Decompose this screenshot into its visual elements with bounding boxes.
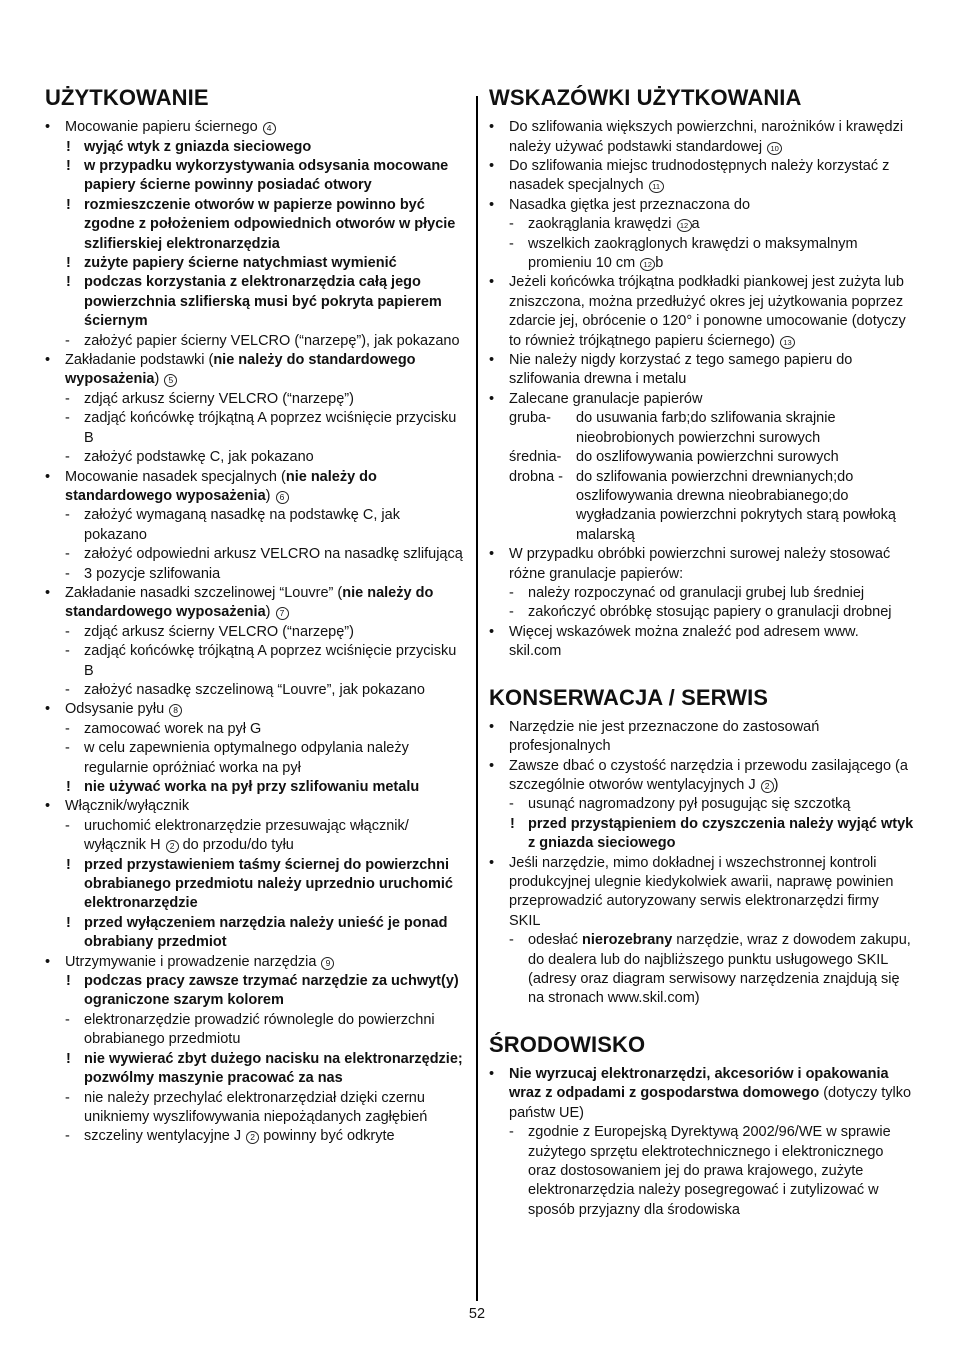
bullet-item bbox=[489, 718, 914, 757]
left-column bbox=[45, 86, 465, 1147]
bullet-item bbox=[45, 468, 465, 507]
bullet-item bbox=[489, 545, 914, 584]
section-wskazowki bbox=[489, 86, 914, 662]
item-text: założyć nasadkę szczelinową “Louvre”, jak pokazano bbox=[84, 681, 425, 698]
figure-reference-number: 4 bbox=[263, 122, 276, 135]
item-text: Do szlifowania miejsc trudnodostępnych należy korzystać z nasadek specjalnych bbox=[509, 158, 890, 194]
item-text: ) bbox=[265, 604, 275, 621]
item-text: do przodu/do tyłu bbox=[178, 837, 294, 854]
item-text: wyjąć wtyk z gniazda sieciowego bbox=[84, 138, 312, 155]
item-text: nie używać worka na pył przy szlifowaniu metalu bbox=[84, 779, 420, 795]
item-text: b bbox=[655, 255, 664, 272]
dash-item bbox=[489, 931, 914, 1009]
warning-item bbox=[45, 196, 465, 254]
warning-item bbox=[45, 1050, 465, 1089]
dash-item bbox=[45, 448, 465, 467]
item-text: Zalecane granulacje papierów bbox=[509, 390, 703, 407]
granulation-term: średnia- bbox=[509, 449, 562, 466]
dash-item bbox=[45, 623, 465, 642]
item-text: elektronarzędzie prowadzić równolegle do powierzchni obrabianego przedmiotu bbox=[84, 1011, 435, 1048]
granulation-description: do usuwania farb;do szlifowania skrajnie nieobrobionych powierzchni surowych bbox=[576, 410, 836, 446]
item-text: a bbox=[691, 216, 700, 233]
item-text: zgodnie z Europejską Dyrektywą 2002/96/WE w sprawie zużytego sprzętu elektrotechnicznego i elektronicznego oraz dostosowaniem jej do prawa krajowego, zużyte elektronarzędzia należy posegregować i zutylizować w sposób przyjazny dla środowiska bbox=[528, 1124, 891, 1218]
section-title-wskazowki: WSKAZÓWKI UŻYTKOWANIA bbox=[489, 85, 802, 110]
warning-item bbox=[45, 856, 465, 914]
section-title-srodowisko: ŚRODOWISKO bbox=[489, 1031, 646, 1057]
item-text: zadjąć końcówkę trójkątną A poprzez wciśnięcie przycisku B bbox=[84, 410, 457, 446]
item-text: Narzędzie nie jest przeznaczone do zastosowań profesjonalnych bbox=[509, 718, 820, 755]
page-number: 52 bbox=[468, 1306, 486, 1322]
bullet-item bbox=[489, 118, 914, 157]
warning-item bbox=[45, 778, 465, 797]
environment-list bbox=[489, 1065, 914, 1220]
warning-item bbox=[45, 138, 465, 157]
item-text: należy rozpoczynać od granulacji grubej lub średniej bbox=[528, 584, 865, 601]
item-text: Nie należy nigdy korzystać z tego samego papieru do szlifowania drewna i metalu bbox=[509, 352, 853, 388]
item-text: odesłać bbox=[528, 932, 583, 949]
dash-item bbox=[45, 565, 465, 584]
item-text: przed przystąpieniem do czyszczenia należy wyjąć wtyk z gniazda sieciowego bbox=[528, 815, 914, 852]
figure-reference-number: 12 bbox=[640, 258, 655, 271]
emphasis-text: Nie wyrzucaj elektronarzędzi, akcesoriów i opakowania wraz z odpadami z gospodarstwa domowego bbox=[509, 1066, 889, 1102]
item-text: założyć podstawkę C, jak pokazano bbox=[84, 449, 314, 466]
figure-reference-number: 2 bbox=[166, 840, 179, 853]
item-text: podczas korzystania z elektronarzędzia całą jego powierzchnia szlifierską musi być pokryta papierem ściernym bbox=[84, 274, 442, 330]
item-text: Zawsze dbać o czystość narzędzia i przewodu zasilającego (a szczególnie otworów wentylacyjnych J bbox=[509, 757, 908, 793]
dash-item bbox=[45, 1011, 465, 1050]
figure-reference-number: 9 bbox=[321, 957, 334, 970]
warning-item bbox=[489, 815, 914, 854]
granulation-description: do szlifowania powierzchni drewnianych;do oszlifowywania drewna nieobrabianego;do wygładzania powierzchni pokrytych starą powłoką malarską bbox=[576, 468, 896, 543]
figure-reference-number: 6 bbox=[276, 491, 289, 504]
figure-reference-number: 12 bbox=[677, 219, 692, 232]
item-text: Mocowanie nasadek specjalnych ( bbox=[65, 468, 286, 485]
bullet-item bbox=[45, 797, 465, 816]
section-srodowisko bbox=[489, 1033, 914, 1220]
item-text: zadjąć końcówkę trójkątną A poprzez wciśnięcie przycisku B bbox=[84, 643, 457, 679]
figure-reference-number: 8 bbox=[169, 704, 182, 717]
item-text: rozmieszczenie otworów w papierze powinno być zgodne z położeniem odpowiednich otworów w płycie szlifierskiej elektronarzędzia bbox=[84, 196, 456, 252]
item-text: w przypadku wykorzystywania odsysania mocowane papiery ścierne powinny posiadać otwory bbox=[84, 158, 449, 194]
dash-item bbox=[45, 817, 465, 856]
dash-item bbox=[45, 506, 465, 545]
item-text: uruchomić elektronarzędzie przesuwając włącznik/ wyłącznik H bbox=[84, 817, 409, 854]
item-text: założyć papier ścierny VELCRO (“narzepę”), jak pokazano bbox=[84, 332, 460, 349]
emphasis-text: nie należy do standardowego wyposażenia bbox=[65, 468, 377, 504]
dash-item bbox=[489, 584, 914, 603]
bullet-item bbox=[489, 623, 914, 662]
item-text: nie należy przechylać elektronarzędział dzięki czernu unikniemy wyszlifowywania niepożądanych zagłębień bbox=[84, 1089, 428, 1125]
item-text: przed wyłączeniem narzędzia należy unieść je ponad obrabiany przedmiot bbox=[84, 914, 448, 951]
bullet-item bbox=[45, 584, 465, 623]
item-text: Więcej wskazówek można znaleźć pod adresem www. skil.com bbox=[509, 623, 859, 660]
item-text: podczas pracy zawsze trzymać narzędzie za uchwyt(y) ograniczone szarym kolorem bbox=[84, 973, 459, 1009]
right-column bbox=[489, 86, 914, 1220]
emphasis-text: nierozebrany bbox=[582, 932, 673, 949]
item-text: zakończyć obróbkę stosując papiery o granulacji drobnej bbox=[528, 604, 892, 621]
item-text: przed przystawieniem taśmy ściernej do powierzchni obrabianego przedmiotu należy uprzednio uruchomić elektronarzędzie bbox=[84, 856, 453, 912]
item-text: Jeżeli końcówka trójkątna podkładki piankowej jest zużyta lub zniszczona, można przedłużyć okres jej użytkowania poprzez zdarcie jej, obrócenie o 120° i ponowne umocowanie (dotyczy to również trójkątnego papieru ściernego) bbox=[509, 274, 906, 349]
figure-reference-number: 2 bbox=[761, 780, 774, 793]
item-text: wszelkich zaokrąglonych krawędzi o maksymalnym promieniu 10 cm bbox=[528, 235, 858, 272]
tips-list-continued bbox=[489, 545, 914, 661]
column-divider bbox=[476, 96, 478, 1301]
item-text: Włącznik/wyłącznik bbox=[65, 798, 190, 815]
item-text: Mocowanie papieru ściernego bbox=[65, 119, 262, 136]
dash-item bbox=[489, 603, 914, 622]
warning-item bbox=[45, 914, 465, 953]
item-text: Odsysanie pyłu bbox=[65, 701, 169, 718]
bullet-item bbox=[489, 390, 914, 409]
bullet-item bbox=[45, 700, 465, 719]
dash-item bbox=[45, 545, 465, 564]
granulation-row bbox=[509, 468, 914, 546]
item-text: Do szlifowania większych powierzchni, narożników i krawędzi należy używać podstawki standardowej bbox=[509, 119, 904, 155]
warning-item bbox=[45, 972, 465, 1011]
item-text: założyć wymaganą nasadkę na podstawkę C, jak pokazano bbox=[84, 507, 400, 543]
granulation-description: do oszlifowywania powierzchni surowych bbox=[576, 449, 839, 466]
dash-item bbox=[45, 642, 465, 681]
bullet-item bbox=[45, 351, 465, 390]
item-text: narzędzie, wraz z dowodem zakupu, do dealera lub do najbliższego punktu usługowego SKIL (adresy oraz diagram serwisowy narzędzenia znajdują się na stronach www.skil.com) bbox=[528, 932, 911, 1007]
usage-list bbox=[45, 118, 465, 1147]
emphasis-text: nie należy do standardowego wyposażenia bbox=[65, 352, 416, 388]
bullet-item bbox=[45, 953, 465, 972]
item-text: W przypadku obróbki powierzchni surowej należy stosować różne granulacje papierów: bbox=[509, 546, 891, 582]
item-text: ) bbox=[265, 487, 275, 504]
dash-item bbox=[489, 795, 914, 814]
dash-item bbox=[45, 681, 465, 700]
granulation-row bbox=[509, 448, 914, 467]
maintenance-list bbox=[489, 718, 914, 1009]
item-text: zamocować worek na pył G bbox=[84, 720, 262, 737]
item-text: usunąć nagromadzony pył posugując się szczotką bbox=[528, 796, 851, 813]
item-text: założyć odpowiedni arkusz VELCRO na nasadkę szlifującą bbox=[84, 546, 463, 563]
item-text: zdjąć arkusz ścierny VELCRO (“narzepę”) bbox=[84, 623, 354, 640]
item-text: powinny być odkryte bbox=[259, 1128, 395, 1145]
dash-item bbox=[45, 390, 465, 409]
granulation-row bbox=[509, 409, 914, 448]
item-text: Zakładanie podstawki ( bbox=[65, 352, 214, 369]
figure-reference-number: 2 bbox=[246, 1131, 259, 1144]
item-text: (dotyczy tylko państw UE) bbox=[509, 1085, 912, 1121]
item-text: Jeśli narzędzie, mimo dokładnej i wszechstronnej kontroli produkcyjnej ulegnie kiedykolwiek awarii, naprawę powinien przeprowadzić autoryzowany serwis elektronarzędzi firmy SKIL bbox=[509, 854, 894, 929]
dash-item bbox=[45, 409, 465, 448]
bullet-item bbox=[489, 1065, 914, 1123]
item-text: ) bbox=[773, 776, 779, 793]
dash-item bbox=[489, 1123, 914, 1220]
warning-item bbox=[45, 157, 465, 196]
granulation-term: drobna - bbox=[509, 468, 564, 485]
dash-item bbox=[489, 215, 914, 234]
dash-item bbox=[45, 1127, 465, 1146]
item-text: ) bbox=[154, 371, 164, 388]
section-konserwacja bbox=[489, 686, 914, 1009]
figure-reference-number: 7 bbox=[276, 607, 289, 620]
item-text: 3 pozycje szlifowania bbox=[84, 565, 221, 582]
bullet-item bbox=[489, 157, 914, 196]
figure-reference-number: 13 bbox=[780, 336, 795, 349]
dash-item bbox=[45, 1089, 465, 1128]
granulation-table bbox=[509, 409, 914, 545]
dash-item bbox=[45, 332, 465, 351]
bullet-item bbox=[489, 757, 914, 796]
item-text: zaokrąglania krawędzi bbox=[528, 216, 676, 233]
item-text: zużyte papiery ścierne natychmiast wymienić bbox=[84, 255, 397, 272]
bullet-item bbox=[489, 196, 914, 215]
section-uzytkowanie bbox=[45, 86, 465, 1147]
dash-item bbox=[45, 739, 465, 778]
dash-item bbox=[489, 235, 914, 274]
dash-item bbox=[45, 720, 465, 739]
granulation-term: gruba- bbox=[509, 410, 551, 427]
warning-item bbox=[45, 254, 465, 273]
figure-reference-number: 5 bbox=[164, 374, 177, 387]
item-text: zdjąć arkusz ścierny VELCRO (“narzepę”) bbox=[84, 390, 354, 407]
bullet-item bbox=[45, 118, 465, 137]
emphasis-text: nie należy do standardowego wyposażenia bbox=[65, 584, 434, 621]
item-text: Zakładanie nasadki szczelinowej “Louvre” ( bbox=[65, 584, 343, 601]
warning-item bbox=[45, 273, 465, 331]
tips-list bbox=[489, 118, 914, 409]
section-title-konserwacja: KONSERWACJA / SERWIS bbox=[489, 684, 769, 710]
bullet-item bbox=[489, 351, 914, 390]
item-text: Utrzymywanie i prowadzenie narzędzia bbox=[65, 953, 321, 970]
item-text: nie wywierać zbyt dużego nacisku na elektronarzędzie; pozwólmy maszynie pracować za nas bbox=[84, 1050, 463, 1087]
item-text: Nasadka giętka jest przeznaczona do bbox=[509, 196, 751, 213]
figure-reference-number: 10 bbox=[767, 142, 782, 155]
section-title-uzytkowanie: UŻYTKOWANIE bbox=[45, 85, 209, 110]
bullet-item bbox=[489, 854, 914, 932]
figure-reference-number: 11 bbox=[649, 180, 664, 193]
item-text: w celu zapewnienia optymalnego odpylania należy regularnie opróżniać worka na pył bbox=[84, 740, 409, 776]
bullet-item bbox=[489, 273, 914, 351]
item-text: szczeliny wentylacyjne J bbox=[84, 1128, 246, 1145]
